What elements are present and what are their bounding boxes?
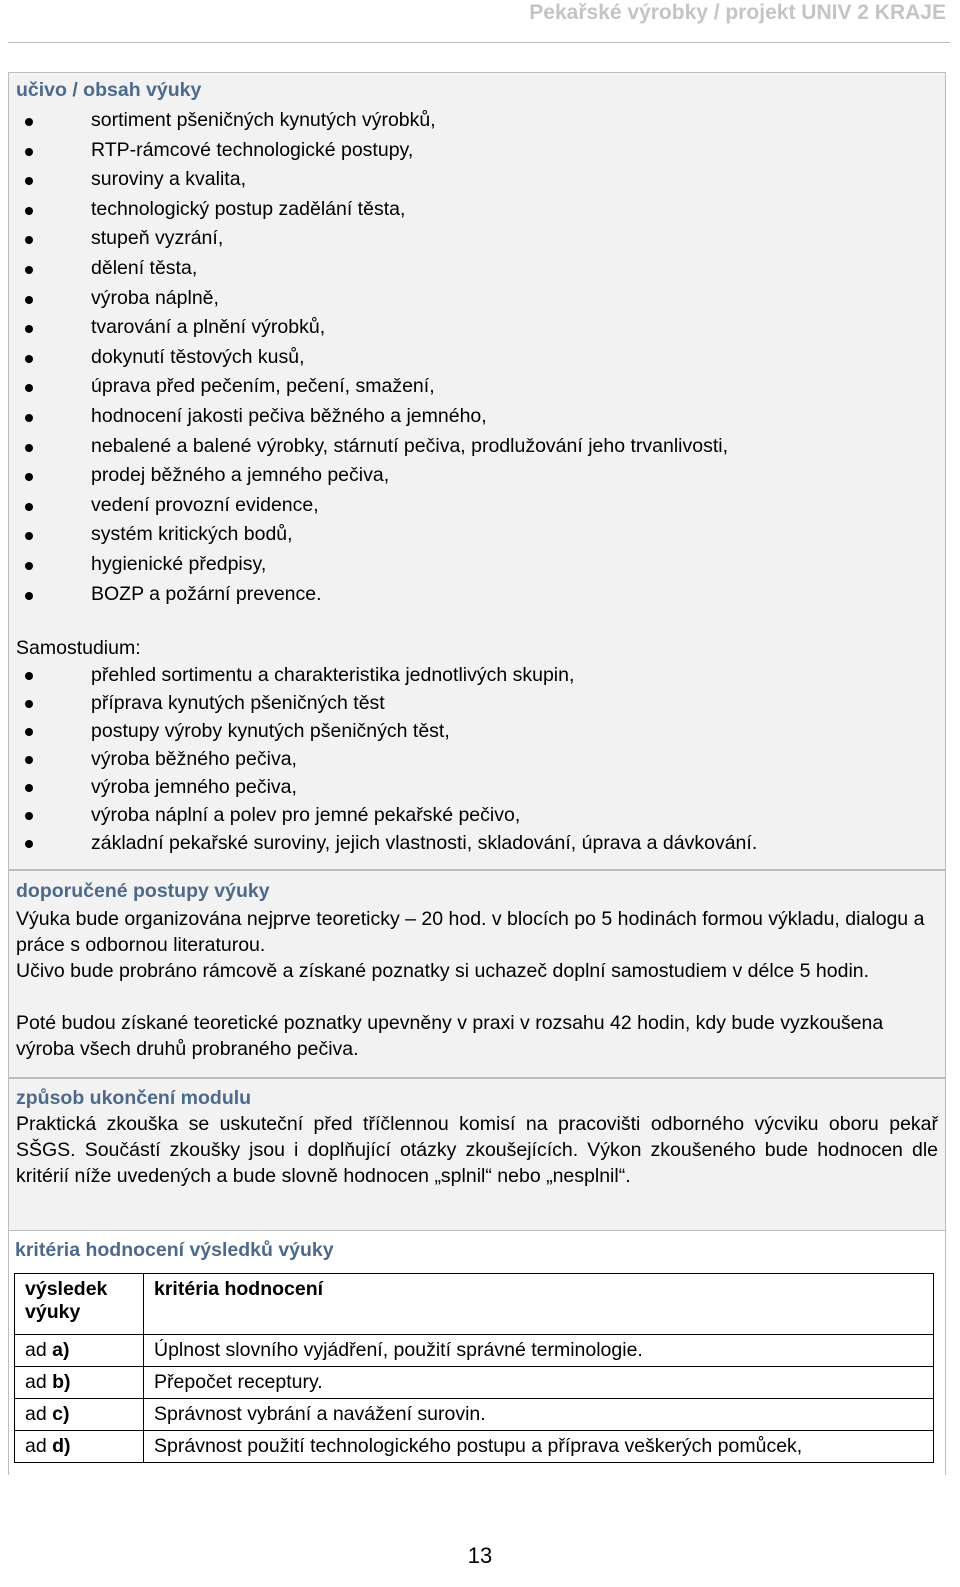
- bullet-icon: [25, 840, 33, 848]
- list-item: nebalené a balené výrobky, stárnutí pečiva, prodlužování jeho trvanlivosti,: [9, 432, 939, 462]
- page-number: 13: [467, 1543, 493, 1568]
- bullet-icon: [25, 784, 33, 792]
- completion-section: [8, 1078, 946, 1231]
- table-row: [15, 1431, 934, 1463]
- list-item: výroba náplně,: [9, 284, 939, 314]
- list-item: vedení provozní evidence,: [9, 491, 939, 521]
- column-header-result: výsledek výuky: [15, 1274, 144, 1335]
- list-item: BOZP a požární prevence.: [9, 580, 939, 610]
- bullet-icon: [25, 207, 33, 215]
- right-border: [945, 1231, 946, 1475]
- criteria-section-title: kritéria hodnocení výsledků výuky: [15, 1239, 334, 1261]
- list-item: dělení těsta,: [9, 254, 939, 284]
- bullet-icon: [25, 118, 33, 126]
- list-item: technologický postup zadělání těsta,: [9, 195, 939, 225]
- methods-paragraph-1: Výuka bude organizována nejprve teoreticky – 20 hod. v blocích po 5 hodinách formou výkladu, dialogu a práce s odbornou literaturou.: [16, 908, 925, 956]
- completion-text: Praktická zkouška se uskuteční před tříčlennou komisí na pracovišti odborného výcviku oboru pekař SŠGS. Součástí zkoušky jsou i doplňující otázky zkoušejících. Výkon zkoušeného bude hodnocen dle kritérií níže uvedených a bude slovně hodnocen „splnil“ nebo „nesplnil“.: [16, 1113, 938, 1187]
- table-row: [15, 1335, 934, 1367]
- content-list: [9, 106, 939, 609]
- list-item: stupeň vyzrání,: [9, 224, 939, 254]
- bullet-icon: [25, 756, 33, 764]
- bullet-icon: [25, 672, 33, 680]
- content-section-title: učivo / obsah výuky: [16, 79, 202, 101]
- row-criteria-cell: Úplnost slovního vyjádření, použití správné terminologie.: [144, 1335, 934, 1367]
- methods-section: [8, 870, 946, 1078]
- bullet-icon: [25, 296, 33, 304]
- bullet-icon: [25, 700, 33, 708]
- bullet-icon: [25, 812, 33, 820]
- bullet-icon: [25, 236, 33, 244]
- row-criteria-cell: Správnost použití technologického postupu a příprava veškerých pomůcek,: [144, 1431, 934, 1463]
- methods-paragraph-3: Poté budou získané teoretické poznatky upevněny v praxi v rozsahu 42 hodin, kdy bude vyzkoušena výroba všech druhů probraného pečiva.: [16, 1012, 884, 1060]
- table-row: [15, 1367, 934, 1399]
- list-item: prodej běžného a jemného pečiva,: [9, 461, 939, 491]
- list-item: dokynutí těstových kusů,: [9, 343, 939, 373]
- left-border: [8, 1231, 9, 1475]
- list-item: RTP-rámcové technologické postupy,: [9, 136, 939, 166]
- methods-paragraph-2: Učivo bude probráno rámcově a získané poznatky si uchazeč doplní samostudiem v délce 5 hodin.: [16, 960, 870, 982]
- column-header-criteria: kritéria hodnocení: [144, 1274, 934, 1335]
- row-key-cell: ad a): [15, 1335, 144, 1367]
- list-item: výroba běžného pečiva,: [9, 745, 939, 773]
- self-study-list: [9, 661, 939, 857]
- self-study-title: Samostudium:: [16, 637, 141, 659]
- row-key-cell: ad c): [15, 1399, 144, 1431]
- list-item: tvarování a plnění výrobků,: [9, 313, 939, 343]
- bullet-icon: [25, 266, 33, 274]
- row-criteria-cell: Přepočet receptury.: [144, 1367, 934, 1399]
- bullet-icon: [25, 728, 33, 736]
- bullet-icon: [25, 148, 33, 156]
- list-item: hodnocení jakosti pečiva běžného a jemného,: [9, 402, 939, 432]
- row-criteria-cell: Správnost vybrání a navážení surovin.: [144, 1399, 934, 1431]
- bullet-icon: [25, 384, 33, 392]
- header-divider: [8, 42, 950, 43]
- list-item: příprava kynutých pšeničných těst: [9, 689, 939, 717]
- list-item: systém kritických bodů,: [9, 520, 939, 550]
- list-item: výroba jemného pečiva,: [9, 773, 939, 801]
- bullet-icon: [25, 532, 33, 540]
- bullet-icon: [25, 562, 33, 570]
- bullet-icon: [25, 444, 33, 452]
- table-row: [15, 1399, 934, 1431]
- list-item: přehled sortimentu a charakteristika jednotlivých skupin,: [9, 661, 939, 689]
- list-item: hygienické předpisy,: [9, 550, 939, 580]
- list-item: postupy výroby kynutých pšeničných těst,: [9, 717, 939, 745]
- row-key-cell: ad b): [15, 1367, 144, 1399]
- bullet-icon: [25, 325, 33, 333]
- list-item: úprava před pečením, pečení, smažení,: [9, 372, 939, 402]
- bullet-icon: [25, 473, 33, 481]
- bullet-icon: [25, 414, 33, 422]
- list-item: suroviny a kvalita,: [9, 165, 939, 195]
- table-header-row: [15, 1274, 934, 1335]
- list-item: sortiment pšeničných kynutých výrobků,: [9, 106, 939, 136]
- methods-section-title: doporučené postupy výuky: [16, 880, 270, 902]
- document-header: Pekařské výrobky / projekt UNIV 2 KRAJE: [529, 1, 946, 24]
- row-key-cell: ad d): [15, 1431, 144, 1463]
- bullet-icon: [25, 177, 33, 185]
- bullet-icon: [25, 355, 33, 363]
- content-section: [8, 72, 946, 870]
- criteria-table: [14, 1273, 934, 1463]
- bullet-icon: [25, 503, 33, 511]
- list-item: výroba náplní a polev pro jemné pekařské pečivo,: [9, 801, 939, 829]
- list-item: základní pekařské suroviny, jejich vlastnosti, skladování, úprava a dávkování.: [9, 829, 939, 857]
- bullet-icon: [25, 592, 33, 600]
- completion-section-title: způsob ukončení modulu: [16, 1087, 252, 1109]
